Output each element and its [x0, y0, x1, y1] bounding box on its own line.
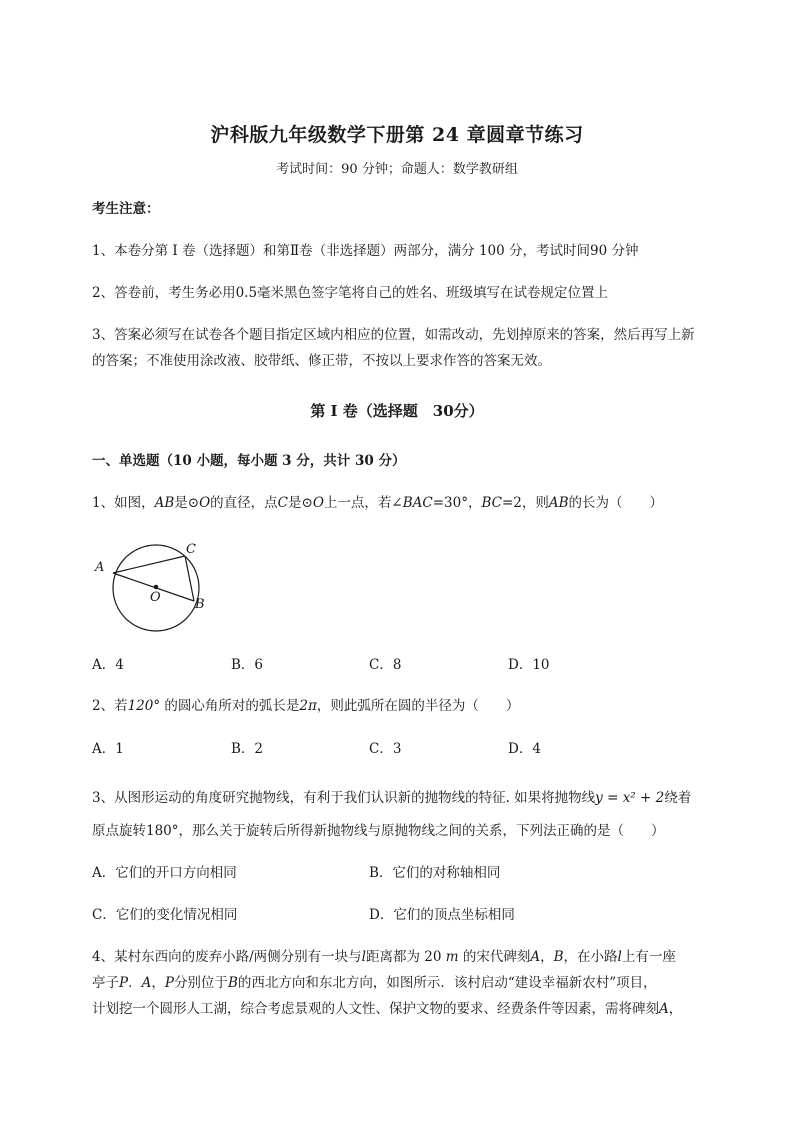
stem-var: O [312, 495, 324, 511]
stem-text: ，则此弧所在圆的半径为（ ） [316, 698, 520, 714]
stem-var: BAC [402, 495, 433, 511]
section-title: 第 I 卷（选择题 30分） [310, 402, 484, 420]
question-3-stem-line [92, 820, 752, 842]
option-d: D．4 [508, 741, 541, 757]
stem-text: 亭子 [92, 975, 119, 991]
stem-text: 1、如图， [92, 495, 155, 511]
stem-text: =2，则 [501, 495, 549, 511]
stem-var: P [164, 975, 174, 991]
notice-heading: 考生注意： [92, 201, 160, 217]
option-c: C．8 [369, 657, 402, 673]
stem-text: 是⊙ [288, 495, 313, 511]
stem-math: 2π [299, 698, 317, 714]
chord-bc [185, 556, 194, 601]
stem-text: 的圆心角所对的弧长是 [160, 698, 300, 714]
circle-figure [92, 535, 212, 635]
stem-text: ，在小路 [563, 949, 618, 965]
stem-math: y = x² + 2 [595, 790, 665, 806]
stem-var: A [141, 975, 152, 991]
question-4-stem-line [92, 998, 752, 1020]
option-b: B．6 [231, 657, 264, 673]
label-o: O [150, 590, 161, 605]
stem-var: l [617, 949, 622, 965]
center-point [154, 585, 159, 590]
stem-text: 是⊙ [174, 495, 200, 511]
option-d: D．它们的顶点坐标相同 [369, 907, 515, 923]
stem-var: A [659, 1001, 669, 1017]
stem-text: ， [151, 975, 165, 991]
label-b: B [195, 597, 205, 612]
option-b: B．它们的对称轴相同 [369, 865, 501, 881]
stem-var: AB [154, 495, 175, 511]
stem-var: P [119, 975, 129, 991]
option-a: A．4 [92, 657, 124, 673]
stem-var: l [361, 949, 366, 965]
stem-text: =30°， [432, 495, 482, 511]
notice-item: 2、答卷前，考生务必用0.5毫米黑色签字笔将自己的姓名、班级填写在试卷规定位置上 [92, 285, 609, 301]
stem-text: ． [128, 975, 142, 991]
notice-item: 3、答案必须写在试卷各个题目指定区域内相应的位置，如需改动，先划掉原来的答案，然后再写上新 [92, 327, 695, 343]
option-a: A．它们的开口方向相同 [92, 865, 237, 881]
notice-item: 1、本卷分第 I 卷（选择题）和第Ⅱ卷（非选择题）两部分，满分 100 分，考试时间90 分钟 [92, 243, 639, 259]
stem-text: 计划挖一个圆形人工湖，综合考虑景观的人文性、保护文物的要求、经费条件等因素，需将碑刻 [92, 1001, 659, 1017]
stem-text: 的宋代碑刻 [458, 949, 531, 965]
stem-text: 3、从图形运动的角度研究抛物线，有利于我们认识新的抛物线的特征. 如果将抛物线 [92, 790, 596, 806]
stem-text: 分别位于 [173, 975, 228, 991]
chord-ac [113, 556, 185, 573]
stem-var: AB [548, 495, 569, 511]
stem-text: 上一点，若∠ [323, 495, 403, 511]
stem-var: m [445, 949, 459, 965]
label-a: A [95, 560, 105, 575]
option-a: A．1 [92, 741, 124, 757]
notice-item: 的答案；不准使用涂改液、胶带纸、修正带，不按以上要求作答的答案无效。 [92, 353, 551, 369]
stem-var: BC [481, 495, 502, 511]
stem-var: C [277, 495, 288, 511]
stem-math: 120° [127, 698, 161, 714]
stem-text: 上有一座 [621, 949, 676, 965]
option-b: B．2 [231, 741, 264, 757]
stem-text: 绕着 [664, 790, 692, 806]
stem-text: 原点旋转180°，那么关于旋转后所得新抛物线与原抛物线之间的关系，下列法正确的是（ ） [92, 823, 665, 839]
question-3-stem-line [92, 787, 752, 809]
label-c: C [186, 542, 196, 557]
stem-text: 2、若 [92, 698, 128, 714]
page-subtitle: 考试时间：90 分钟；命题人：数学教研组 [276, 162, 518, 177]
question-1-stem [92, 492, 752, 514]
stem-var: B [227, 975, 238, 991]
question-4-stem-line [92, 972, 752, 994]
option-c: C．3 [369, 741, 402, 757]
stem-text: 的长为（ ） [568, 495, 664, 511]
option-d: D．10 [508, 657, 550, 673]
stem-text: 的直径，点 [210, 495, 278, 511]
stem-var: O [199, 495, 211, 511]
stem-text: 的西北方向和东北方向，如图所示．该村启动“建设幸福新农村”项目， [237, 975, 657, 991]
option-c: C．它们的变化情况相同 [92, 907, 238, 923]
part-heading: 一、单选题（10 小题，每小题 3 分，共计 30 分） [92, 453, 406, 469]
stem-var: A [530, 949, 541, 965]
question-4-stem-line [92, 946, 752, 968]
stem-text: 4、某村东西向的废弃小路/两侧分别有一块与 [92, 949, 362, 965]
stem-text: ， [540, 949, 554, 965]
question-2-stem [92, 695, 752, 717]
stem-var: B [553, 949, 564, 965]
stem-text: 距离都为 20 [365, 949, 446, 965]
page-title: 沪科版九年级数学下册第 24 章圆章节练习 [210, 124, 584, 146]
stem-text: ， [668, 1001, 683, 1017]
